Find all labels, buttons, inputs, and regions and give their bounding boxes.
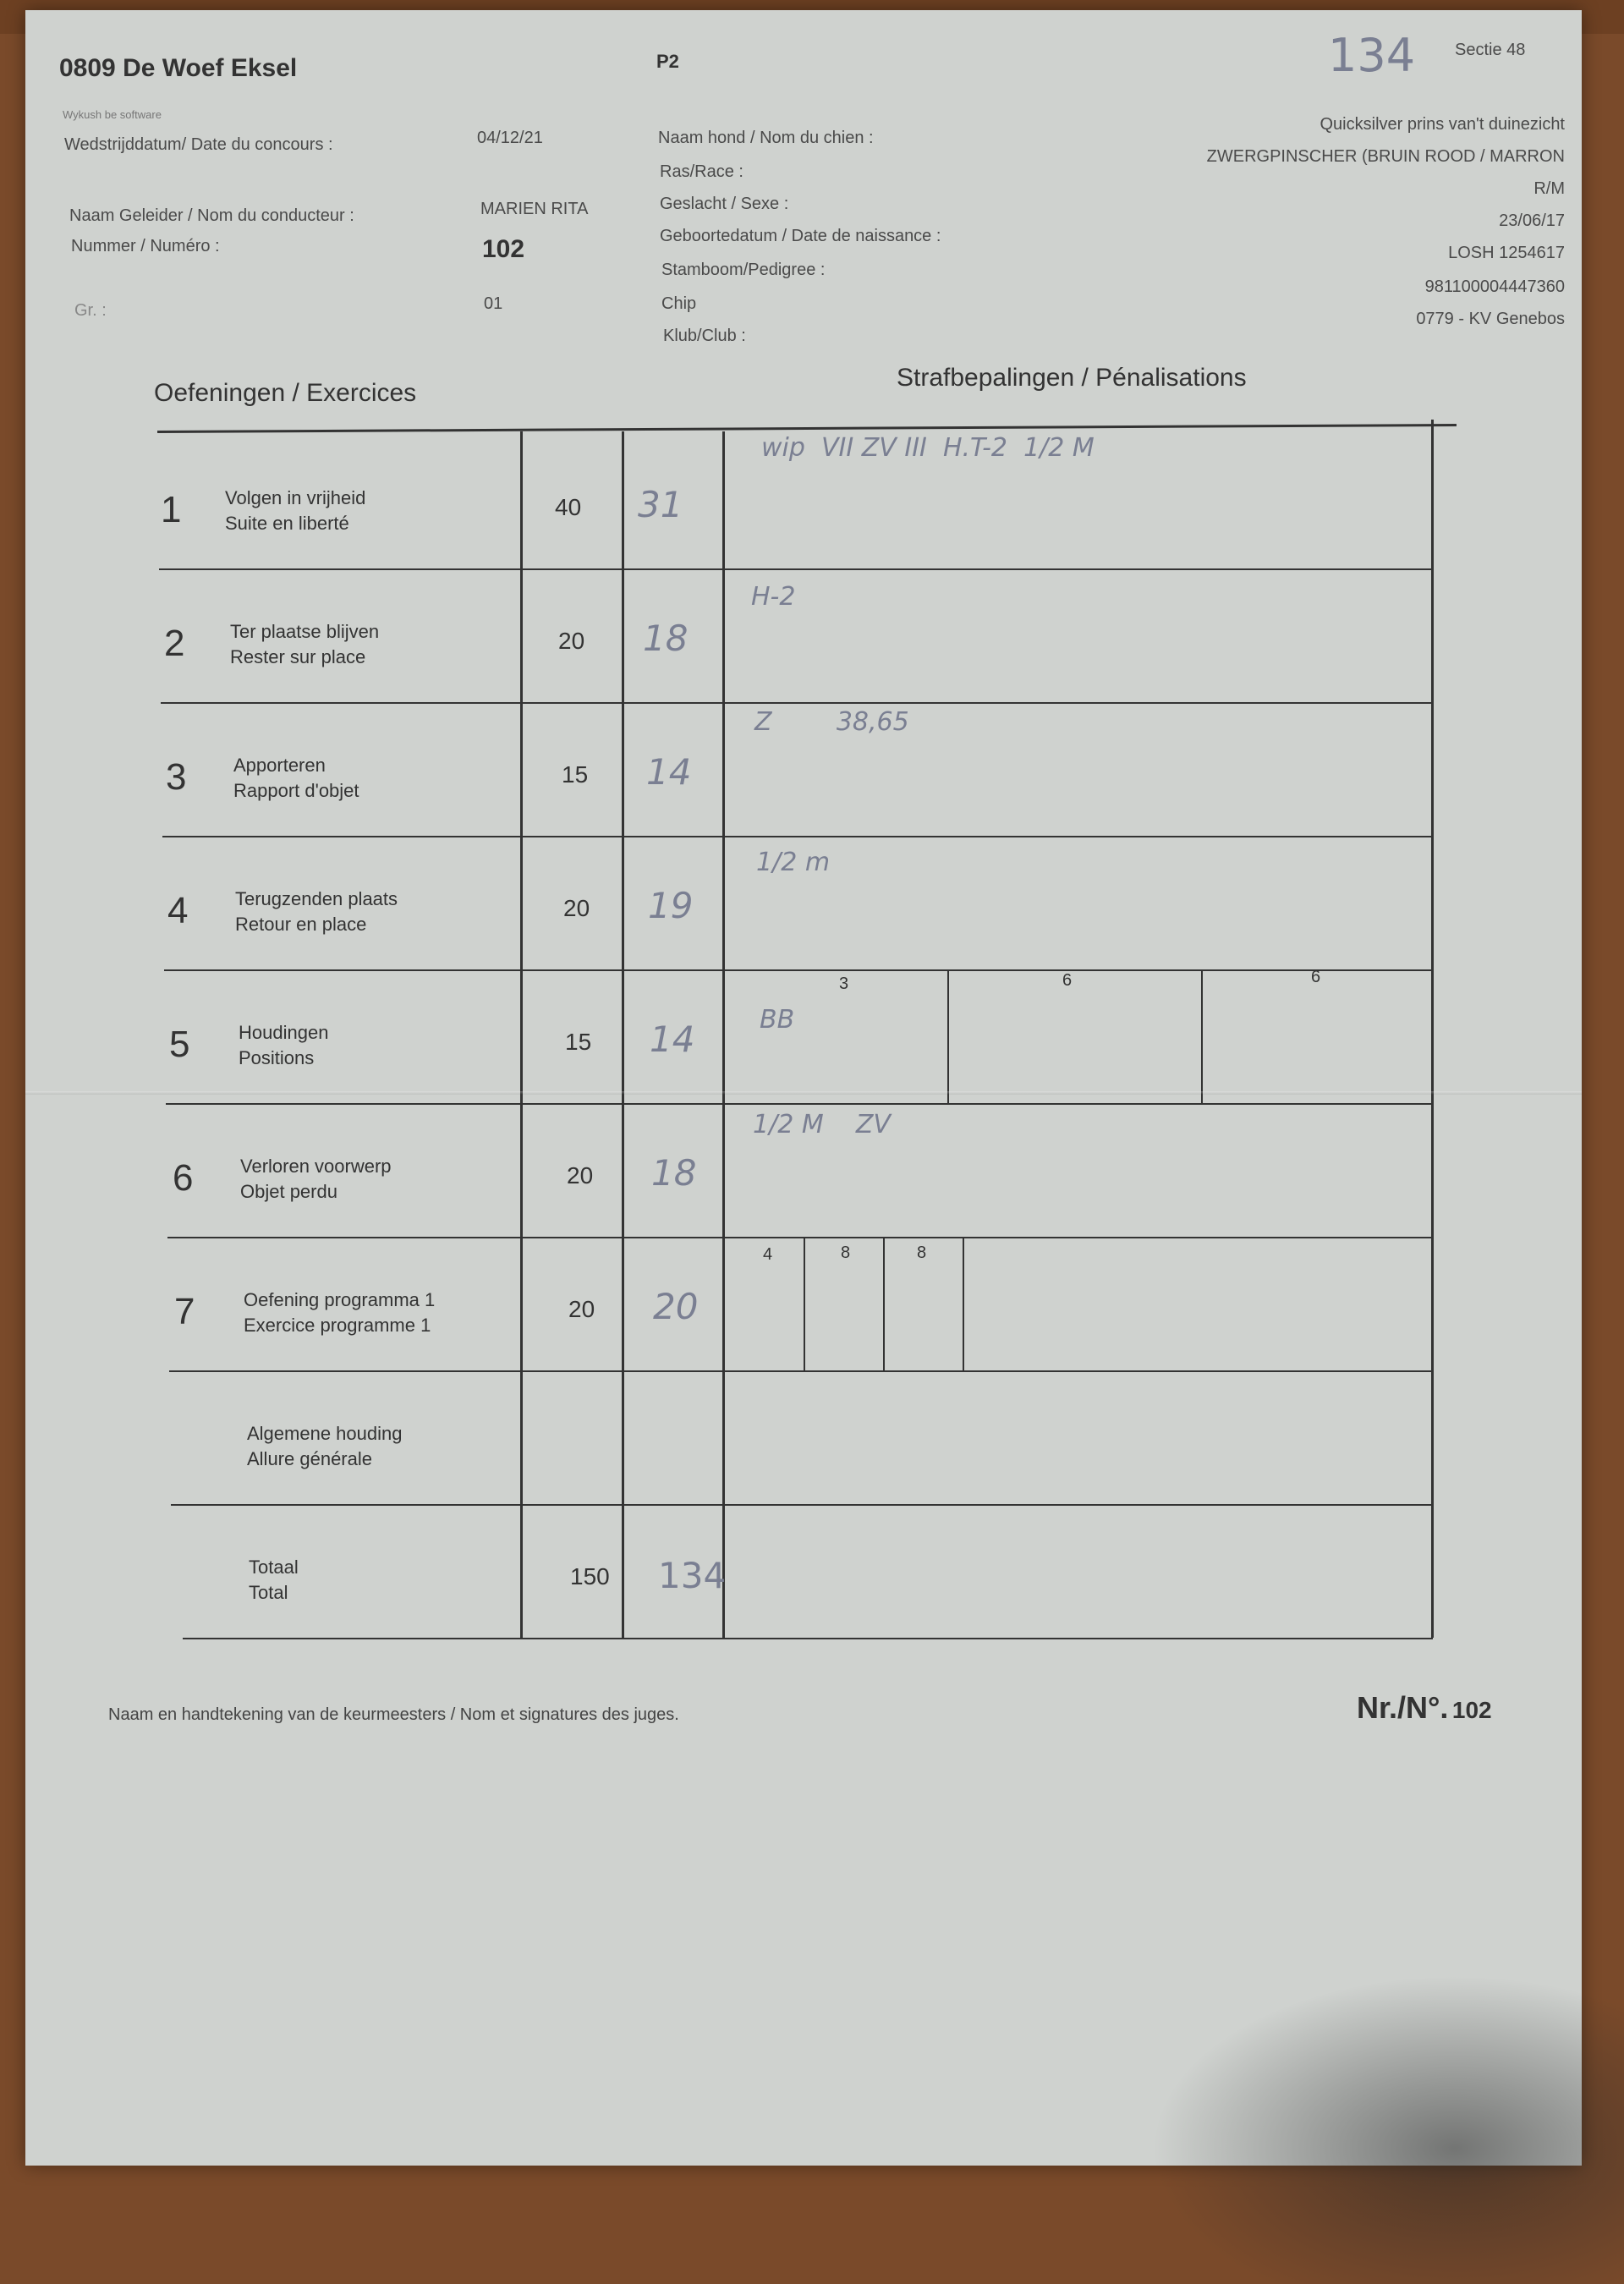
dog-name-label: Naam hond / Nom du chien : (658, 129, 874, 147)
exercises-heading: Oefeningen / Exercices (154, 379, 417, 407)
exercise-7-fr: Exercice programme 1 (244, 1315, 431, 1336)
exercise-5-fr: Positions (239, 1047, 315, 1068)
exercise-5-sub-2: 6 (1062, 971, 1073, 990)
total-nl: Totaal (249, 1557, 299, 1578)
exercise-4-fr: Retour en place (235, 914, 367, 935)
row5-subdivider-2 (1201, 969, 1203, 1103)
exercise-4-nl: Terugzenden plaats (235, 888, 398, 909)
paper-fold (25, 1091, 1582, 1095)
row-divider-5 (166, 1103, 1433, 1105)
club-label: Klub/Club : (663, 327, 746, 345)
date-label: Wedstrijddatum/ Date du concours : (64, 135, 333, 154)
dog-name-value: Quicksilver prins van't duinezicht (1320, 115, 1565, 134)
number-label: Nummer / Numéro : (71, 237, 220, 255)
exercise-4-score: 19 (648, 885, 694, 926)
row-divider-7 (169, 1370, 1433, 1372)
exercise-2-fr: Rester sur place (230, 646, 366, 667)
ring-label: P2 (656, 51, 679, 72)
row7-subdivider-1 (804, 1237, 805, 1370)
birthdate-label: Geboortedatum / Date de naissance : (660, 227, 941, 245)
exercise-6-max: 20 (567, 1162, 594, 1189)
exercise-2-number: 2 (164, 623, 185, 664)
row-divider-1 (159, 568, 1433, 570)
exercise-6-score: 18 (651, 1152, 697, 1194)
exercise-5-score: 14 (650, 1018, 695, 1060)
group-value: 01 (484, 294, 503, 313)
exercise-6-penalty: 1/2 M ZV (753, 1110, 891, 1139)
row-divider-3 (162, 836, 1433, 837)
exercise-7-sub-1: 4 (763, 1245, 773, 1264)
exercise-1-penalty: wip VII ZV III H.T-2 1/2 M (761, 433, 1095, 463)
exercise-2-score: 18 (643, 618, 689, 659)
exercise-3-max: 15 (562, 761, 589, 788)
handler-value: MARIEN RITA (480, 200, 589, 218)
exercise-6-fr: Objet perdu (240, 1181, 337, 1202)
exercise-5-penalty: BB (760, 1005, 795, 1035)
table-bottom-border (183, 1638, 1433, 1639)
exercise-5-label (239, 1020, 328, 1071)
chip-value: 981100004447360 (1424, 277, 1565, 296)
exercise-6-label (240, 1154, 392, 1205)
exercise-6-nl: Verloren voorwerp (240, 1156, 392, 1177)
exercise-4-number: 4 (167, 890, 189, 931)
camera-shadow (1100, 1946, 1624, 2284)
exercise-4-max: 20 (563, 895, 590, 921)
table-right-border (1431, 420, 1434, 1638)
sheet-number-value: 102 (1451, 1697, 1492, 1723)
exercise-1-fr: Suite en liberté (225, 513, 349, 534)
general-behaviour-fr: Allure générale (247, 1448, 372, 1469)
col-divider-penalty (722, 431, 725, 1639)
row-divider-6 (167, 1237, 1433, 1238)
exercise-3-fr: Rapport d'objet (233, 780, 359, 801)
exercise-1-nl: Volgen in vrijheid (225, 487, 366, 508)
number-value: 102 (482, 235, 525, 263)
exercise-3-number: 3 (166, 756, 187, 798)
exercise-2-label (230, 619, 379, 670)
total-max: 150 (570, 1563, 610, 1589)
exercise-6-number: 6 (173, 1157, 194, 1199)
total-score: 134 (658, 1555, 727, 1596)
sheet-number (1357, 1690, 1492, 1726)
exercise-4-label (235, 887, 398, 937)
table-top-border (157, 424, 1457, 433)
general-behaviour-nl: Algemene houding (247, 1423, 403, 1444)
date-value: 04/12/21 (477, 129, 543, 147)
score-sheet (25, 10, 1582, 2166)
exercise-7-sub-3: 8 (917, 1244, 927, 1262)
exercise-1-score: 31 (638, 484, 683, 525)
group-label: Gr. : (74, 301, 107, 320)
exercise-3-nl: Apporteren (233, 755, 326, 776)
sex-value: R/M (1533, 179, 1565, 198)
total-fr: Total (249, 1582, 288, 1603)
exercise-7-number: 7 (174, 1291, 195, 1332)
handwritten-total: 134 (1328, 29, 1416, 82)
row-divider-2 (161, 702, 1433, 704)
exercise-3-score: 14 (646, 751, 692, 793)
breed-value: ZWERGPINSCHER (BRUIN ROOD / MARRON (1206, 147, 1565, 166)
exercise-1-number: 1 (161, 489, 182, 530)
chip-label: Chip (661, 294, 697, 313)
row5-subdivider-1 (947, 969, 949, 1103)
exercise-4-penalty: 1/2 m (756, 848, 831, 877)
col-divider-score (622, 431, 624, 1639)
exercise-1-label (225, 486, 365, 536)
sheet-number-label: Nr./N°. (1357, 1690, 1449, 1725)
exercise-7-sub-2: 8 (841, 1244, 851, 1262)
breed-label: Ras/Race : (660, 162, 743, 181)
row-divider-8 (171, 1504, 1433, 1506)
penalties-heading: Strafbepalingen / Pénalisations (897, 364, 1247, 392)
software-note: Wykush be software (63, 108, 162, 121)
pedigree-label: Stamboom/Pedigree : (661, 261, 826, 279)
row7-subdivider-2 (883, 1237, 885, 1370)
exercise-3-penalty: Z 38,65 (754, 707, 909, 737)
exercise-2-max: 20 (558, 628, 585, 654)
exercise-5-sub-3: 6 (1311, 968, 1321, 986)
exercise-7-nl: Oefening programma 1 (244, 1289, 436, 1310)
exercise-1-max: 40 (555, 494, 582, 520)
birthdate-value: 23/06/17 (1499, 211, 1565, 230)
exercise-5-max: 15 (565, 1029, 592, 1055)
row7-subdivider-3 (963, 1237, 964, 1370)
exercise-7-label (244, 1287, 435, 1338)
exercise-2-nl: Ter plaatse blijven (230, 621, 380, 642)
exercise-7-max: 20 (568, 1296, 595, 1322)
exercise-5-nl: Houdingen (239, 1022, 329, 1043)
col-divider-max (520, 431, 523, 1639)
exercise-7-score: 20 (653, 1286, 699, 1327)
row-divider-4 (164, 969, 1433, 971)
pedigree-value: LOSH 1254617 (1448, 244, 1565, 262)
exercise-2-penalty: H-2 (751, 582, 796, 612)
sex-label: Geslacht / Sexe : (660, 195, 789, 213)
section-label: Sectie 48 (1455, 41, 1526, 59)
club-value: 0779 - KV Genebos (1416, 310, 1565, 328)
exercise-5-number: 5 (169, 1024, 190, 1065)
total-label (249, 1555, 299, 1606)
exercise-3-label (233, 753, 359, 804)
general-behaviour-label (247, 1421, 402, 1472)
handler-label: Naam Geleider / Nom du conducteur : (69, 206, 354, 225)
exercise-5-sub-1: 3 (839, 975, 849, 993)
judges-signature-label: Naam en handtekening van de keurmeesters / Nom et signatures des juges. (108, 1705, 679, 1724)
club-name: 0809 De Woef Eksel (59, 54, 298, 82)
